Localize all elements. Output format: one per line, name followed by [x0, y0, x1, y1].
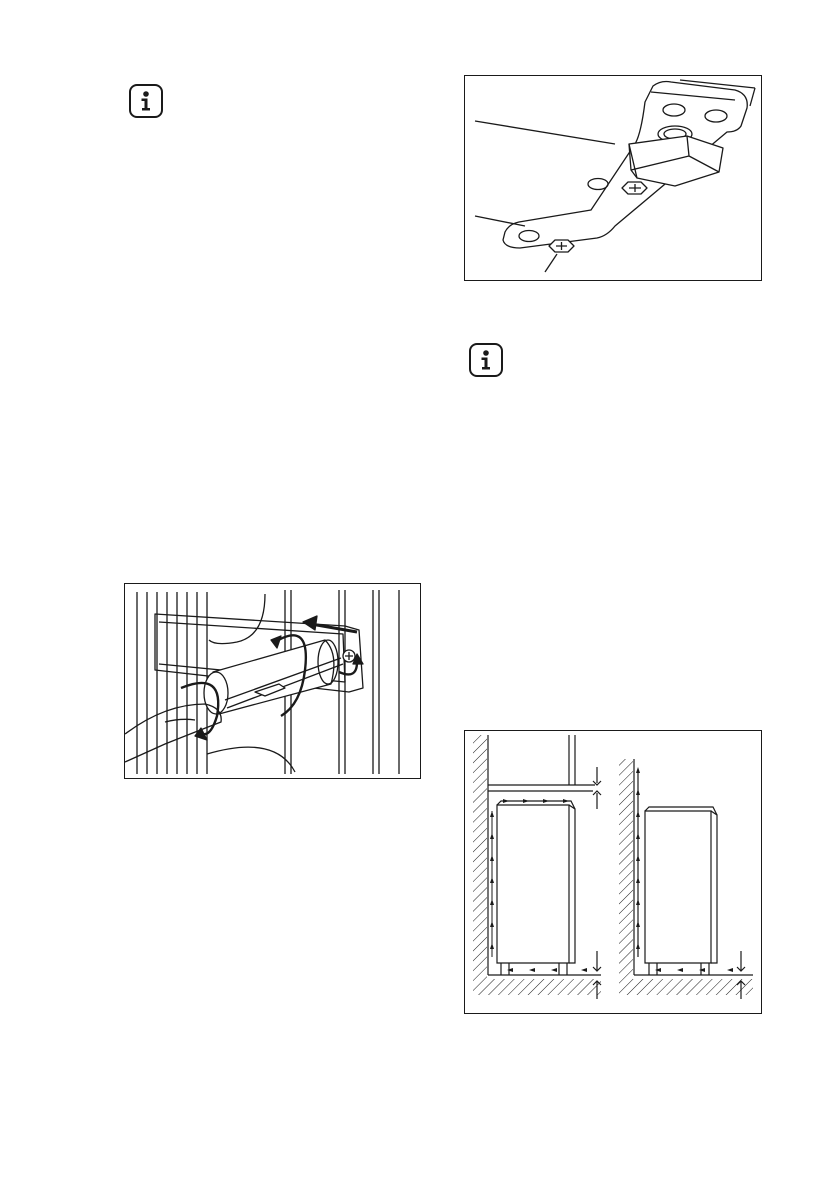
- ventilation-clearance-diagram: [464, 730, 762, 1014]
- info-icon: [129, 84, 163, 118]
- hinge-bracket-screws-illustration: [464, 75, 762, 281]
- handle-removal-screwdriver-illustration: [124, 583, 421, 779]
- info-icon: [469, 343, 503, 377]
